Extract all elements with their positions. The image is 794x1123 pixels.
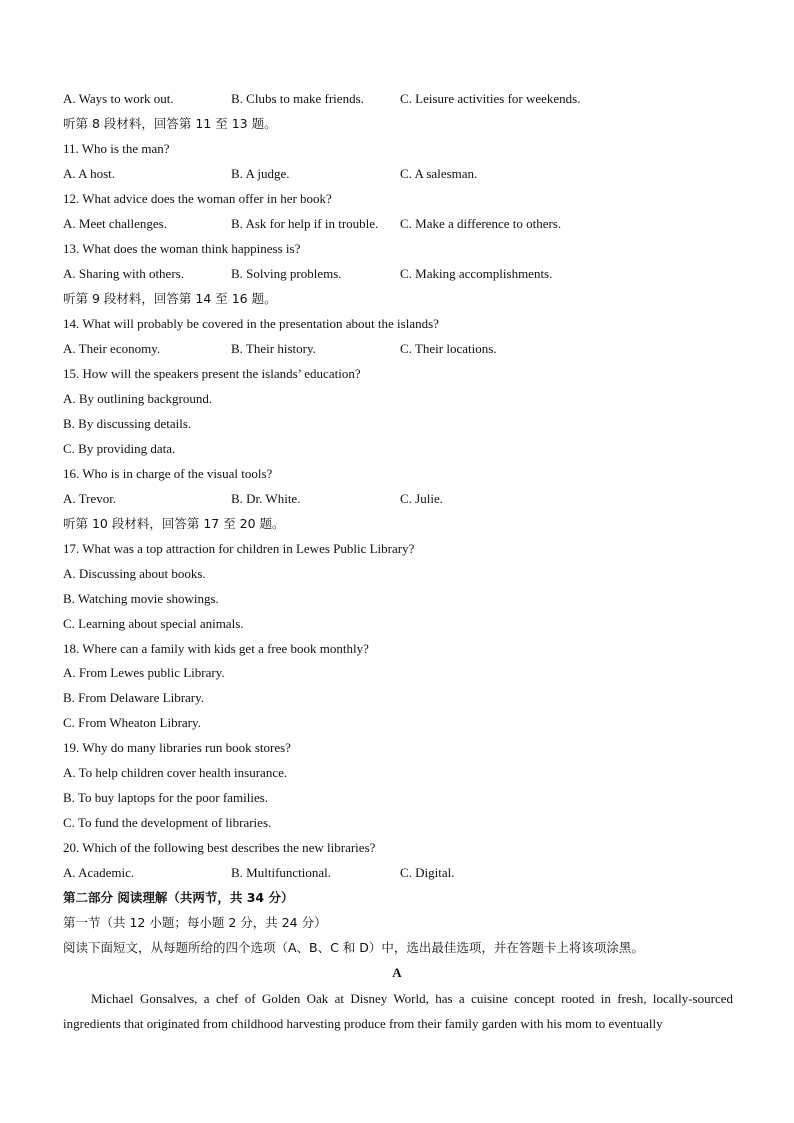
section10-heading: 听第 10 段材料，回答第 17 至 20 题。 [63, 516, 285, 531]
q15-stem: 15. How will the speakers present the islands’ education? [63, 366, 361, 381]
q16-stem: 16. Who is in charge of the visual tools? [63, 466, 273, 481]
q18-option-c: C. From Wheaton Library. [63, 715, 201, 730]
q18-option-b: B. From Delaware Library. [63, 690, 205, 705]
q13-stem: 13. What does the woman think happiness is? [63, 241, 301, 256]
q15-option-c: C. By providing data. [63, 441, 176, 456]
q14-option-b: B. Their history. [231, 341, 316, 356]
q19-option-a: A. To help children cover health insurance. [63, 765, 288, 780]
section8-heading: 听第 8 段材料，回答第 11 至 13 题。 [63, 116, 277, 131]
q19-option-c: C. To fund the development of libraries. [63, 815, 272, 830]
q16-option-a: A. Trevor. [63, 491, 117, 506]
reading-instructions: 阅读下面短文，从每题所给的四个选项（A、B、C 和 D）中，选出最佳选项，并在答题卡上将该项涂黑。 [63, 940, 644, 955]
q14-option-c: C. Their locations. [400, 341, 497, 356]
q12-stem: 12. What advice does the woman offer in her book? [63, 191, 332, 206]
q13-option-a: A. Sharing with others. [63, 266, 184, 281]
q14-option-a: A. Their economy. [63, 341, 161, 356]
q15-option-a: A. By outlining background. [63, 391, 213, 406]
q10-option-c: C. Leisure activities for weekends. [400, 91, 581, 106]
q16-option-c: C. Julie. [400, 491, 443, 506]
q14-stem: 14. What will probably be covered in the presentation about the islands? [63, 316, 439, 331]
q15-option-b: B. By discussing details. [63, 416, 192, 431]
q11-option-a: A. A host. [63, 166, 116, 181]
q10-option-a: A. Ways to work out. [63, 91, 174, 106]
q19-stem: 19. Why do many libraries run book stores? [63, 740, 291, 755]
section9-heading: 听第 9 段材料，回答第 14 至 16 题。 [63, 291, 277, 306]
q18-option-a: A. From Lewes public Library. [63, 665, 225, 680]
q11-stem: 11. Who is the man? [63, 141, 170, 156]
section1-title: 第一节（共 12 小题；每小题 2 分，共 24 分） [63, 915, 327, 930]
q13-option-c: C. Making accomplishments. [400, 266, 553, 281]
q11-option-c: C. A salesman. [400, 166, 478, 181]
q20-option-a: A. Academic. [63, 865, 135, 880]
q18-stem: 18. Where can a family with kids get a free book monthly? [63, 641, 369, 656]
passage-label: A [392, 965, 402, 980]
q13-option-b: B. Solving problems. [231, 266, 342, 281]
q17-stem: 17. What was a top attraction for children in Lewes Public Library? [63, 541, 415, 556]
part2-title: 第二部分 阅读理解（共两节，共 34 分） [63, 890, 294, 905]
q12-option-b: B. Ask for help if in trouble. [231, 216, 379, 231]
q19-option-b: B. To buy laptops for the poor families. [63, 790, 269, 805]
q20-stem: 20. Which of the following best describes the new libraries? [63, 840, 376, 855]
q12-option-a: A. Meet challenges. [63, 216, 167, 231]
q12-option-c: C. Make a difference to others. [400, 216, 562, 231]
passage-a-paragraph: Michael Gonsalves, a chef of Golden Oak at Disney World, has a cuisine concept rooted in fresh, locally-sourced ingredients that originated from childhood harvesting produce from their family garden with his mom to eventually [63, 991, 733, 1031]
q17-option-b: B. Watching movie showings. [63, 591, 219, 606]
q16-option-b: B. Dr. White. [231, 491, 301, 506]
q17-option-a: A. Discussing about books. [63, 566, 206, 581]
passage-a-text [63, 986, 733, 1036]
q10-option-b: B. Clubs to make friends. [231, 91, 364, 106]
q20-option-b: B. Multifunctional. [231, 865, 332, 880]
q17-option-c: C. Learning about special animals. [63, 616, 244, 631]
q11-option-b: B. A judge. [231, 166, 290, 181]
q20-option-c: C. Digital. [400, 865, 455, 880]
